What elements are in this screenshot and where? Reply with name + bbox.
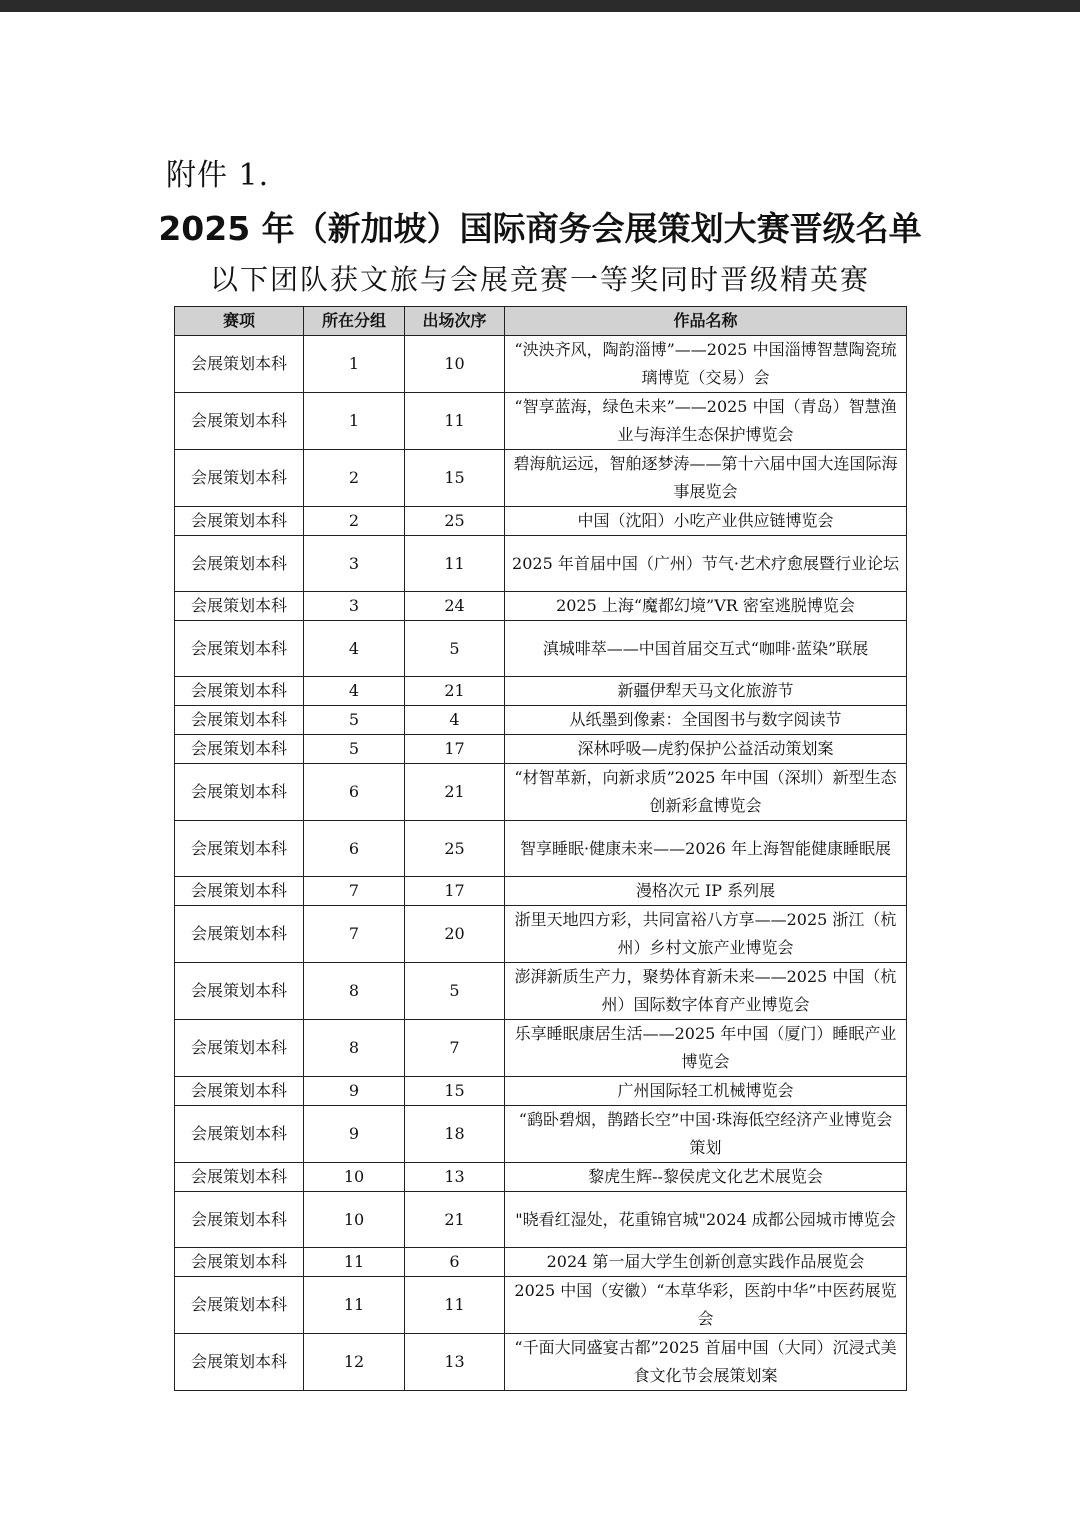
cell-work: “千面大同盛宴古都”2025 首届中国（大同）沉浸式美食文化节会展策划案	[505, 1334, 907, 1391]
cell-event: 会展策划本科	[175, 821, 304, 877]
cell-work: “材智革新，向新求质”2025 年中国（深圳）新型生态创新彩盒博览会	[505, 764, 907, 821]
cell-event: 会展策划本科	[175, 336, 304, 393]
cell-event: 会展策划本科	[175, 1192, 304, 1248]
cell-work: “鹞卧碧烟，鹊踏长空”中国·珠海低空经济产业博览会策划	[505, 1106, 907, 1163]
header-group: 所在分组	[304, 307, 405, 336]
table-header-row	[175, 307, 907, 336]
cell-order: 10	[405, 336, 505, 393]
table-row	[175, 1020, 907, 1077]
cell-group: 9	[304, 1106, 405, 1163]
cell-group: 4	[304, 621, 405, 677]
cell-group: 7	[304, 877, 405, 906]
cell-event: 会展策划本科	[175, 507, 304, 536]
cell-work: 中国（沈阳）小吃产业供应链博览会	[505, 507, 907, 536]
document-subtitle: 以下团队获文旅与会展竞赛一等奖同时晋级精英赛	[209, 263, 870, 296]
cell-order: 18	[405, 1106, 505, 1163]
cell-work: 乐享睡眠康居生活——2025 年中国（厦门）睡眠产业博览会	[505, 1020, 907, 1077]
cell-order: 4	[405, 706, 505, 735]
table-row	[175, 393, 907, 450]
cell-event: 会展策划本科	[175, 393, 304, 450]
cell-group: 4	[304, 677, 405, 706]
cell-event: 会展策划本科	[175, 1163, 304, 1192]
cell-event: 会展策划本科	[175, 1106, 304, 1163]
cell-event: 会展策划本科	[175, 450, 304, 507]
cell-order: 15	[405, 450, 505, 507]
table-row	[175, 1077, 907, 1106]
cell-work: 漫格次元 IP 系列展	[505, 877, 907, 906]
table-row	[175, 621, 907, 677]
header-event: 赛项	[175, 307, 304, 336]
cell-order: 5	[405, 621, 505, 677]
cell-event: 会展策划本科	[175, 1020, 304, 1077]
cell-work: 从纸墨到像素：全国图书与数字阅读节	[505, 706, 907, 735]
header-order: 出场次序	[405, 307, 505, 336]
cell-order: 24	[405, 592, 505, 621]
table-row	[175, 677, 907, 706]
cell-group: 7	[304, 906, 405, 963]
cell-order: 15	[405, 1077, 505, 1106]
advancement-table	[174, 306, 907, 1391]
cell-order: 21	[405, 764, 505, 821]
table-row	[175, 735, 907, 764]
cell-order: 25	[405, 821, 505, 877]
table-row	[175, 536, 907, 592]
cell-group: 11	[304, 1277, 405, 1334]
cell-group: 8	[304, 963, 405, 1020]
cell-work: 深林呼吸—虎豹保护公益活动策划案	[505, 735, 907, 764]
cell-order: 13	[405, 1163, 505, 1192]
cell-work: 2025 中国（安徽）“本草华彩，医韵中华”中医药展览会	[505, 1277, 907, 1334]
cell-group: 2	[304, 450, 405, 507]
cell-work: 黎虎生辉--黎侯虎文化艺术展览会	[505, 1163, 907, 1192]
cell-order: 20	[405, 906, 505, 963]
table-row	[175, 1192, 907, 1248]
table-row	[175, 764, 907, 821]
cell-group: 8	[304, 1020, 405, 1077]
table-row	[175, 450, 907, 507]
cell-order: 21	[405, 1192, 505, 1248]
cell-order: 17	[405, 877, 505, 906]
cell-event: 会展策划本科	[175, 906, 304, 963]
cell-event: 会展策划本科	[175, 1077, 304, 1106]
cell-order: 6	[405, 1248, 505, 1277]
cell-order: 25	[405, 507, 505, 536]
cell-group: 6	[304, 764, 405, 821]
table-row	[175, 821, 907, 877]
cell-group: 12	[304, 1334, 405, 1391]
cell-order: 11	[405, 393, 505, 450]
table-row	[175, 1248, 907, 1277]
cell-group: 5	[304, 735, 405, 764]
cell-event: 会展策划本科	[175, 677, 304, 706]
cell-work: 滇城啡萃——中国首届交互式“咖啡·蓝染”联展	[505, 621, 907, 677]
cell-work: 新疆伊犁天马文化旅游节	[505, 677, 907, 706]
table-body	[175, 336, 907, 1391]
cell-group: 9	[304, 1077, 405, 1106]
cell-group: 3	[304, 536, 405, 592]
cell-work: “智享蓝海，绿色未来”——2025 中国（青岛）智慧渔业与海洋生态保护博览会	[505, 393, 907, 450]
cell-order: 17	[405, 735, 505, 764]
cell-work: 智享睡眠·健康未来——2026 年上海智能健康睡眠展	[505, 821, 907, 877]
table-row	[175, 1277, 907, 1334]
cell-event: 会展策划本科	[175, 1277, 304, 1334]
table-row	[175, 1163, 907, 1192]
cell-order: 7	[405, 1020, 505, 1077]
table-row	[175, 336, 907, 393]
cell-group: 11	[304, 1248, 405, 1277]
header-work: 作品名称	[505, 307, 907, 336]
cell-group: 5	[304, 706, 405, 735]
cell-work: 碧海航运远，智舶逐梦涛——第十六届中国大连国际海事展览会	[505, 450, 907, 507]
attachment-label: 附件 1.	[166, 158, 270, 193]
cell-work: "晓看红湿处，花重锦官城"2024 成都公园城市博览会	[505, 1192, 907, 1248]
cell-order: 11	[405, 536, 505, 592]
table-row	[175, 706, 907, 735]
cell-group: 10	[304, 1192, 405, 1248]
cell-group: 3	[304, 592, 405, 621]
cell-work: “泱泱齐风，陶韵淄博”——2025 中国淄博智慧陶瓷琉璃博览（交易）会	[505, 336, 907, 393]
cell-event: 会展策划本科	[175, 963, 304, 1020]
cell-work: 2025 年首届中国（广州）节气·艺术疗愈展暨行业论坛	[505, 536, 907, 592]
cell-event: 会展策划本科	[175, 706, 304, 735]
table-row	[175, 1334, 907, 1391]
top-dark-bar	[0, 0, 1080, 12]
cell-event: 会展策划本科	[175, 1334, 304, 1391]
cell-work: 广州国际轻工机械博览会	[505, 1077, 907, 1106]
cell-group: 2	[304, 507, 405, 536]
table-row	[175, 1106, 907, 1163]
cell-event: 会展策划本科	[175, 592, 304, 621]
cell-event: 会展策划本科	[175, 536, 304, 592]
cell-order: 21	[405, 677, 505, 706]
table-row	[175, 906, 907, 963]
table-row	[175, 507, 907, 536]
cell-order: 11	[405, 1277, 505, 1334]
cell-event: 会展策划本科	[175, 1248, 304, 1277]
table-row	[175, 592, 907, 621]
table-row	[175, 877, 907, 906]
table-row	[175, 963, 907, 1020]
cell-work: 2024 第一届大学生创新创意实践作品展览会	[505, 1248, 907, 1277]
cell-group: 10	[304, 1163, 405, 1192]
document-title: 2025 年（新加坡）国际商务会展策划大赛晋级名单	[158, 209, 922, 248]
cell-group: 6	[304, 821, 405, 877]
cell-event: 会展策划本科	[175, 621, 304, 677]
cell-event: 会展策划本科	[175, 735, 304, 764]
cell-event: 会展策划本科	[175, 877, 304, 906]
cell-order: 5	[405, 963, 505, 1020]
cell-group: 1	[304, 393, 405, 450]
cell-group: 1	[304, 336, 405, 393]
cell-work: 2025 上海“魔都幻境”VR 密室逃脱博览会	[505, 592, 907, 621]
cell-order: 13	[405, 1334, 505, 1391]
cell-work: 澎湃新质生产力，聚势体育新未来——2025 中国（杭州）国际数字体育产业博览会	[505, 963, 907, 1020]
cell-event: 会展策划本科	[175, 764, 304, 821]
cell-work: 浙里天地四方彩，共同富裕八方享——2025 浙江（杭州）乡村文旅产业博览会	[505, 906, 907, 963]
